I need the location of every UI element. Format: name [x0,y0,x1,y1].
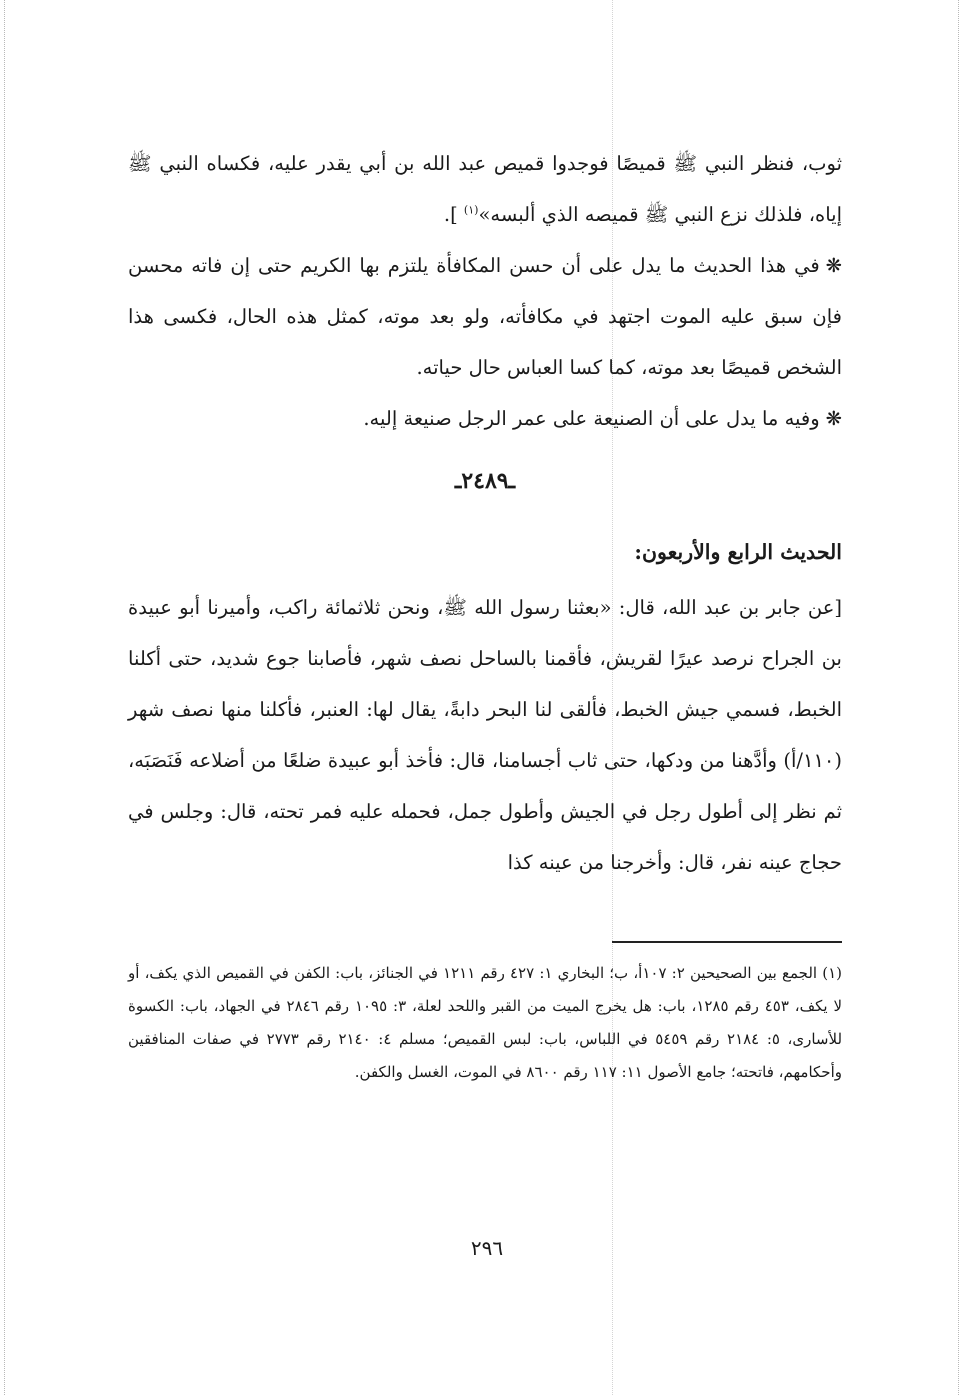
page-body [128,138,842,888]
scan-edge-left [4,0,5,1395]
footnotes [128,957,842,1089]
footnote-separator [612,941,842,943]
commentary-text: في هذا الحديث ما يدل على أن حسن المكافأة يلتزم بها الكريم حتى إن فاته محسن فإن سبق عليه الموت اجتهد في مكافأته، ولو بعد موته، كمثل هذه الحال، فكسى هذا الشخص قميصًا بعد موته، كما كسا العباس حال حياته. [128,254,842,379]
hadith-number: ـ٢٤٨٩ـ [454,468,516,494]
footnote-1: (١) الجمع بين الصحيحين ٢: ١٠٧أ، ب؛ البخاري ١: ٤٢٧ رقم ١٢١١ في الجنائز، باب: الكفن في القميص الذي يكف، أو لا يكف، ٤٥٣ رقم ١٢٨٥، باب: هل يخرج الميت من القبر واللحد لعلة، ٣: ١٠٩٥ رقم ٢٨٤٦ في الجهاد، باب: الكسوة للأسارى، ٥: ٢١٨٤ رقم ٥٤٥٩ في اللباس، باب: لبس القميص؛ مسلم ٤: ٢١٤٠ رقم ٢٧٧٣ في صفات المنافقين وأحكامهم، فاتحته؛ جامع الأصول ١١: ١١٧ رقم ٨٦٠٠ في الموت، الغسل والكفن. [128,964,843,1081]
bullet-icon: ❋ [825,407,842,430]
commentary-paragraph [128,240,842,393]
paragraph-continuation-text: ثوب، فنظر النبي ﷺ قميصًا فوجدوا قميص عبد الله بن أبي يقدر عليه، فكساه النبي ﷺ إياه، فلذلك نزع النبي ﷺ قميصه الذي ألبسه» [128,152,842,226]
scan-edge-right [958,0,959,1395]
section-heading: الحديث الرابع والأربعون: [634,540,842,564]
paragraph-end: ]. [443,203,464,226]
page-number: ٢٩٦ [470,1236,504,1260]
bullet-icon: ❋ [825,254,842,277]
paragraph-continuation [128,138,842,240]
commentary-paragraph-2 [128,393,842,444]
commentary-text-2: وفيه ما يدل على أن الصنيعة على عمر الرجل صنيعة إليه. [363,407,820,430]
hadith-text: [عن جابر بن عبد الله، قال: «بعثنا رسول الله ﷺ، ونحن ثلاثمائة راكب، وأميرنا أبو عبيدة بن الجراح نرصد عيرًا لقريش، فأقمنا بالساحل نصف شهر، فأصابنا جوع شديد، حتى أكلنا الخبط، فسمي جيش الخبط، فألقى لنا البحر دابةً، يقال لها: العنبر، فأكلنا منها نصف شهر (١١٠/أ) وأدَّهنا من ودكها، حتى ثاب أجسامنا، قال: فأخذ أبو عبيدة ضلعًا من أضلاعه فَنَصَبَه، ثم نظر إلى أطول رجل في الجيش وأطول جمل، فحمله عليه فمر تحته، قال: وجلس في حجاج عينه نفر، قال: وأخرجنا من عينه كذا [128,596,843,874]
footnote-ref[interactable]: (١) [463,203,479,217]
